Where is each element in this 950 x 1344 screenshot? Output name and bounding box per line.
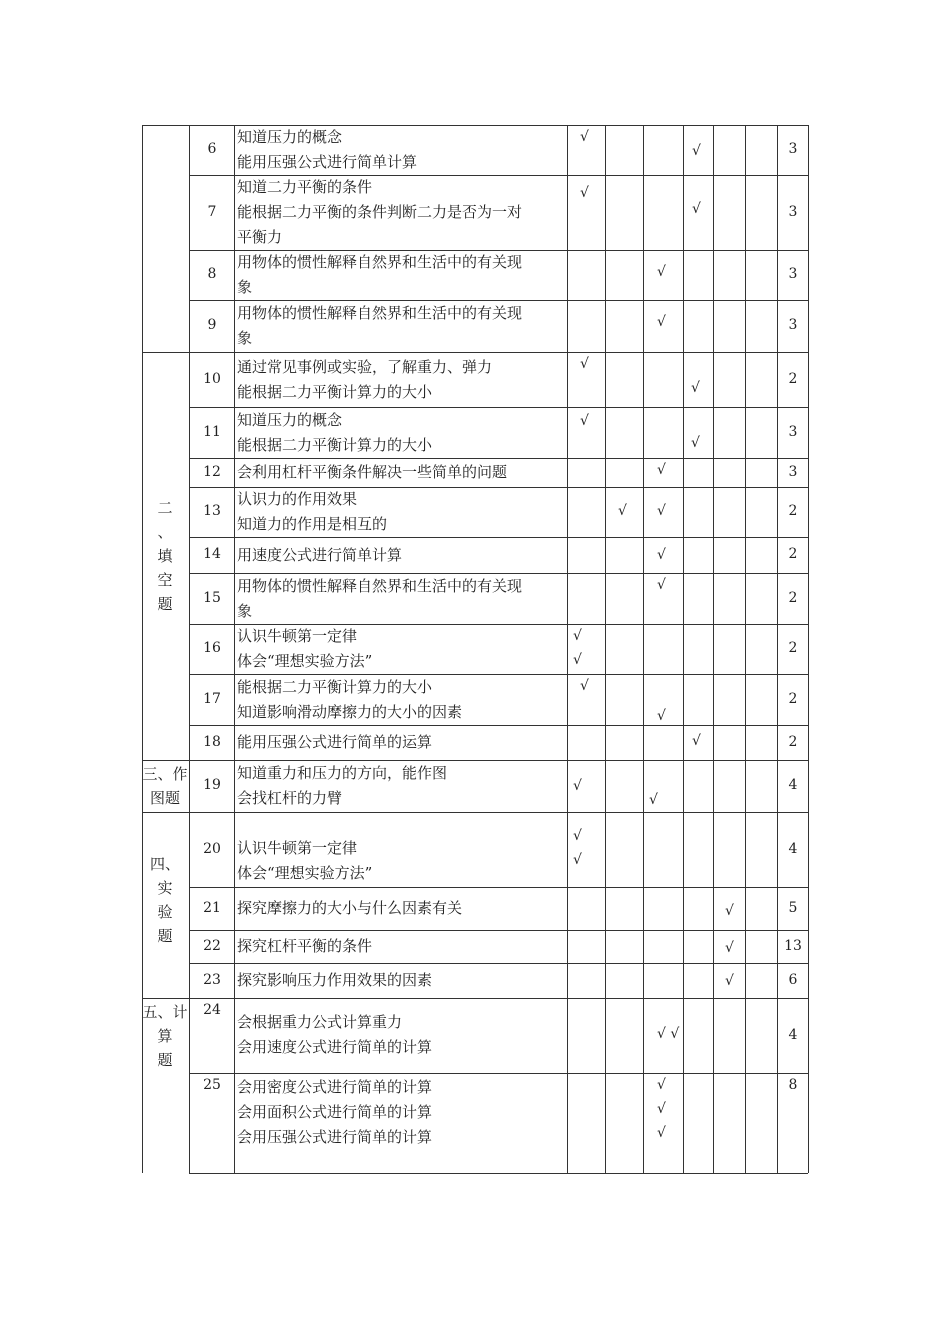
check-mark: √ — [657, 264, 666, 280]
objective-line: 用物体的惯性解释自然界和生活中的有关现 — [237, 253, 523, 271]
score-value: 3 — [788, 423, 798, 440]
objective-text — [237, 836, 372, 886]
check-mark: √ — [691, 380, 700, 396]
check-mark: √ — [580, 356, 589, 372]
check-mark: √ — [657, 1101, 666, 1117]
check-mark: √ — [580, 129, 589, 145]
objective-line: 探究摩擦力的大小与什么因素有关 — [237, 899, 463, 917]
objective-line: 用物体的惯性解释自然界和生活中的有关现 — [237, 304, 523, 322]
column-border-5 — [643, 125, 644, 1173]
item-number: 11 — [203, 423, 221, 440]
objective-line: 认识力的作用效果 — [237, 490, 358, 508]
column-border-6 — [683, 125, 684, 1173]
row-border — [189, 458, 808, 459]
objective-line: 会根据重力公式计算重力 — [237, 1013, 403, 1031]
objective-line: 能根据二力平衡计算力的大小 — [237, 435, 433, 454]
check-mark: √ √ — [657, 1026, 680, 1042]
check-mark: √ — [657, 314, 666, 330]
check-mark: √ — [573, 828, 582, 844]
item-number: 10 — [203, 370, 221, 387]
objective-line: 会用速度公式进行简单的计算 — [237, 1038, 433, 1056]
check-mark: √ — [725, 973, 734, 989]
item-number: 25 — [203, 1077, 221, 1093]
row-border — [142, 352, 808, 353]
objective-text — [237, 543, 402, 568]
score-value: 2 — [788, 640, 798, 656]
column-border-3 — [567, 125, 568, 1173]
check-mark: √ — [657, 708, 666, 724]
objective-line: 探究影响压力作用效果的因素 — [237, 971, 433, 989]
objective-line: 会用面积公式进行简单的计算 — [237, 1103, 433, 1121]
item-number: 23 — [203, 971, 221, 988]
check-mark: √ — [725, 940, 734, 956]
objective-text — [237, 934, 372, 959]
score-value: 4 — [788, 840, 798, 857]
objective-line: 会用密度公式进行简单的计算 — [237, 1078, 433, 1096]
objective-text — [237, 125, 417, 175]
objective-text — [237, 896, 462, 921]
check-mark: √ — [580, 678, 589, 694]
item-number: 12 — [203, 463, 221, 480]
objective-line: 会用压强公式进行简单的计算 — [237, 1128, 433, 1146]
objective-line: 能用压强公式进行简单的运算 — [237, 733, 433, 751]
section-label-line: 算 — [157, 1027, 173, 1045]
column-border-8 — [745, 125, 746, 1173]
objective-text — [237, 355, 492, 405]
row-border — [189, 725, 808, 726]
check-mark: √ — [691, 435, 700, 451]
check-mark: √ — [725, 903, 734, 919]
section-label-line: 三、作 — [142, 765, 188, 783]
item-number: 13 — [203, 503, 221, 519]
check-mark: √ — [657, 1125, 666, 1141]
score-value: 3 — [788, 317, 798, 333]
check-mark: √ — [657, 462, 666, 478]
table-bottom-border — [189, 1173, 808, 1174]
objective-text — [237, 301, 522, 351]
item-number: 17 — [203, 690, 221, 707]
score-value: 2 — [788, 370, 798, 387]
section-label-line: 填 — [157, 547, 173, 565]
score-value: 4 — [788, 777, 798, 793]
objective-line: 知道压力的概念 — [237, 128, 343, 146]
section-label — [141, 496, 189, 616]
objective-line: 能根据二力平衡计算力的大小 — [237, 382, 433, 401]
objective-text — [237, 1010, 432, 1060]
objective-text — [237, 574, 522, 624]
row-border — [142, 812, 808, 813]
objective-text — [237, 175, 522, 250]
item-number: 8 — [207, 266, 217, 282]
section-label-line: 四、 — [149, 855, 180, 873]
row-border — [189, 537, 808, 538]
section-label-line: 题 — [157, 595, 173, 613]
section-label — [141, 1000, 189, 1072]
section-label-line: 五、计 — [142, 1003, 188, 1021]
score-value: 2 — [788, 503, 798, 519]
check-mark: √ — [657, 503, 666, 519]
section-label — [141, 852, 189, 948]
score-value: 2 — [788, 546, 798, 562]
check-mark: √ — [573, 652, 582, 668]
check-mark: √ — [649, 792, 658, 808]
objective-text — [237, 250, 522, 300]
score-value: 6 — [788, 971, 798, 988]
check-mark: √ — [692, 733, 701, 749]
score-value: 13 — [784, 937, 802, 954]
section-label-line: 二 — [157, 499, 173, 517]
objective-line: 知道重力和压力的方向，能作图 — [237, 764, 448, 782]
objective-line: 用物体的惯性解释自然界和生活中的有关现 — [237, 576, 523, 595]
score-value: 2 — [788, 733, 798, 750]
objective-line: 会利用杠杆平衡条件解决一些简单的问题 — [237, 463, 508, 481]
section-label-line: 验 — [157, 903, 173, 921]
score-value: 2 — [788, 589, 798, 606]
section-label-line: 题 — [157, 927, 173, 945]
item-number: 22 — [203, 937, 221, 954]
score-value: 2 — [788, 690, 798, 707]
item-number: 6 — [207, 141, 217, 157]
row-border — [189, 887, 808, 888]
objective-line: 用速度公式进行简单计算 — [237, 545, 403, 564]
objective-line: 通过常见事例或实验，了解重力、弹力 — [237, 357, 493, 376]
row-border — [189, 1073, 808, 1074]
objective-line: 知道二力平衡的条件 — [237, 178, 373, 196]
item-number: 9 — [207, 317, 217, 333]
objective-line: 能根据二力平衡的条件判断二力是否为一对 — [237, 203, 523, 221]
item-number: 14 — [203, 546, 221, 562]
score-value: 4 — [788, 1026, 798, 1043]
objective-text — [237, 968, 432, 993]
check-mark: √ — [580, 413, 589, 429]
column-border-1 — [189, 125, 190, 1173]
item-number: 24 — [203, 1002, 221, 1018]
objective-line: 体会“理想实验方法” — [237, 864, 373, 882]
section-label-line: 空 — [157, 571, 173, 589]
objective-text — [237, 1075, 432, 1150]
section-label-line: 图题 — [149, 789, 180, 807]
section-label-line: 、 — [157, 523, 173, 541]
score-value: 3 — [788, 141, 798, 157]
objective-text — [237, 624, 372, 674]
check-mark: √ — [580, 185, 589, 201]
objective-line: 会找杠杆的力臂 — [237, 789, 343, 807]
section-label-line: 题 — [157, 1051, 173, 1069]
objective-line: 体会“理想实验方法” — [237, 652, 373, 670]
score-value: 3 — [788, 203, 798, 220]
check-mark: √ — [692, 201, 701, 217]
objective-line: 认识牛顿第一定律 — [237, 627, 358, 645]
item-number: 20 — [203, 840, 221, 857]
objective-text — [237, 675, 462, 725]
item-number: 7 — [207, 203, 217, 220]
item-number: 18 — [203, 733, 221, 750]
check-mark: √ — [657, 577, 666, 593]
check-mark: √ — [657, 547, 666, 563]
objective-text — [237, 487, 387, 537]
check-mark: √ — [692, 143, 701, 159]
row-border — [189, 963, 808, 964]
objective-text — [237, 408, 432, 458]
check-mark: √ — [573, 778, 582, 794]
row-border — [189, 930, 808, 931]
item-number: 21 — [203, 899, 221, 916]
section-label — [141, 762, 189, 810]
objective-line: 能根据二力平衡计算力的大小 — [237, 677, 433, 696]
item-number: 16 — [203, 640, 221, 656]
score-value: 5 — [788, 899, 798, 916]
check-mark: √ — [657, 1077, 666, 1093]
objective-line: 象 — [237, 601, 253, 620]
check-mark: √ — [618, 503, 627, 519]
objective-line: 象 — [237, 329, 253, 347]
objective-line: 认识牛顿第一定律 — [237, 839, 358, 857]
objective-line: 知道影响滑动摩擦力的大小的因素 — [237, 702, 463, 721]
objective-line: 能用压强公式进行简单计算 — [237, 153, 418, 171]
objective-text — [237, 730, 432, 755]
objective-line: 知道力的作用是相互的 — [237, 515, 388, 533]
check-mark: √ — [573, 852, 582, 868]
item-number: 15 — [203, 589, 221, 606]
score-value: 3 — [788, 463, 798, 480]
column-border-7 — [713, 125, 714, 1173]
objective-text — [237, 460, 507, 485]
objective-line: 探究杠杆平衡的条件 — [237, 937, 373, 955]
objective-line: 平衡力 — [237, 228, 283, 246]
score-value: 8 — [788, 1077, 798, 1093]
item-number: 19 — [203, 777, 221, 793]
objective-text — [237, 761, 447, 811]
check-mark: √ — [573, 628, 582, 644]
objective-line: 象 — [237, 278, 253, 296]
column-border-2 — [234, 125, 235, 1173]
section-label-line: 实 — [157, 879, 173, 897]
objective-line: 知道压力的概念 — [237, 410, 343, 429]
column-border-4 — [605, 125, 606, 1173]
row-border — [142, 998, 808, 999]
score-value: 3 — [788, 266, 798, 282]
